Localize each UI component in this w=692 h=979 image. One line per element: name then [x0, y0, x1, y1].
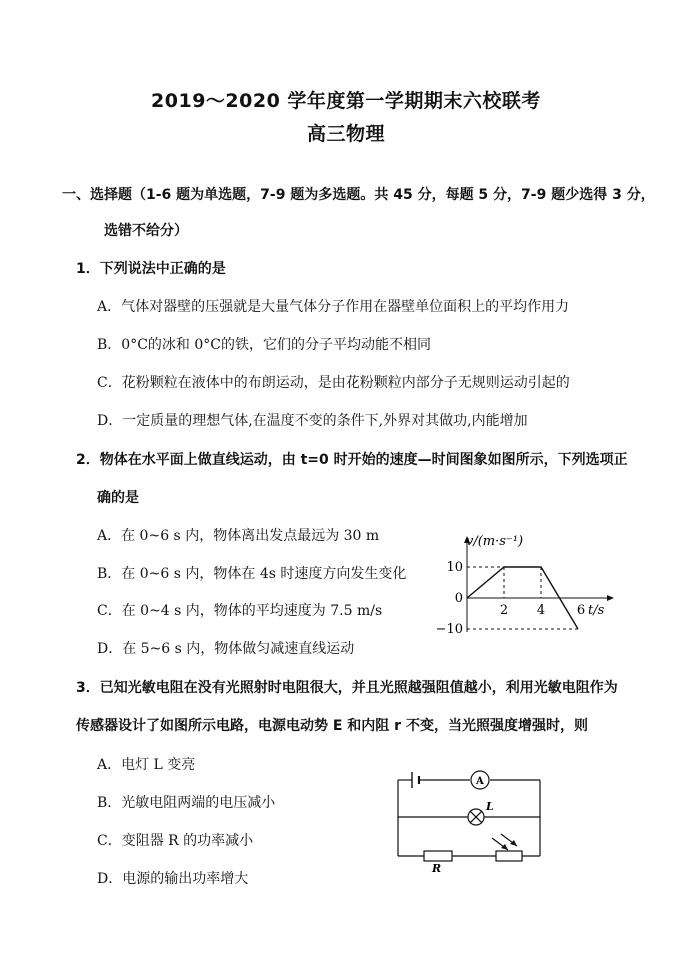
question-2-stem-line1: 2．物体在水平面上做直线运动，由 t=0 时开始的速度—时间图象如图所示，下列选项正: [76, 452, 628, 468]
question-2-option-b: B．在 0~6 s 内，物体在 4s 时速度方向发生变化: [97, 566, 407, 582]
y-axis-label: v/(m·s⁻¹): [466, 534, 524, 549]
section-instruction-line2: 选错不给分）: [104, 223, 188, 239]
rheostat-r-icon: [424, 851, 452, 861]
question-3-option-b: B．光敏电阻两端的电压减小: [97, 795, 276, 811]
x-axis-arrow: [607, 595, 614, 601]
circuit-diagram: [388, 768, 548, 878]
lamp-label: L: [486, 800, 494, 813]
question-3-stem-line2: 传感器设计了如图所示电路，电源电动势 E 和内阻 r 不变，当光照强度增强时，则: [76, 718, 588, 734]
question-3-stem-line1: 3．已知光敏电阻在没有光照射时电阻很大，并且光照越强阻值越小，利用光敏电阻作为: [76, 680, 618, 696]
question-1-stem: 1．下列说法中正确的是: [76, 261, 226, 277]
question-3-option-d: D．电源的输出功率增大: [97, 871, 249, 887]
question-2-option-a: A．在 0~6 s 内，物体离出发点最远为 30 m: [97, 528, 380, 544]
photoresistor-icon: [496, 851, 522, 861]
question-3-option-c: C．变阻器 R 的功率减小: [97, 833, 254, 849]
question-2-option-c: C．在 0~4 s 内，物体的平均速度为 7.5 m/s: [97, 603, 383, 619]
ammeter-label: A: [476, 776, 484, 787]
question-1-option-a: A．气体对器壁的压强就是大量气体分子作用在器壁单位面积上的平均作用力: [97, 299, 570, 315]
question-1-option-b: B．0°C的冰和 0°C的铁，它们的分子平均动能不相同: [97, 337, 431, 353]
y-tick-label: 0: [454, 591, 463, 606]
question-3-option-a: A．电灯 L 变亮: [97, 757, 196, 773]
y-tick-label: −10: [435, 622, 463, 637]
x-tick-label: 2: [499, 603, 509, 618]
x-tick-label: 6: [576, 603, 586, 618]
y-tick-label: 10: [446, 560, 463, 575]
question-1-option-c: C．花粉颗粒在液体中的布朗运动，是由花粉颗粒内部分子无规则运动引起的: [97, 375, 570, 391]
velocity-time-graph: [420, 528, 625, 638]
question-1-option-d: D．一定质量的理想气体,在温度不变的条件下,外界对其做功,内能增加: [97, 413, 528, 429]
x-axis-label: t/s: [588, 603, 605, 618]
question-2-option-d: D．在 5~6 s 内，物体做匀减速直线运动: [97, 641, 355, 657]
x-tick-label: 4: [536, 603, 546, 618]
exam-title: 2019～2020 学年度第一学期期末六校联考: [151, 90, 541, 112]
section-instruction-line1: 一、选择题（1-6 题为单选题，7-9 题为多选题。共 45 分，每题 5 分，7-9 题少选得 3 分，: [62, 187, 655, 203]
resistor-label: R: [432, 862, 442, 875]
exam-subject: 高三物理: [306, 123, 385, 145]
question-2-stem-line2: 确的是: [97, 490, 139, 506]
